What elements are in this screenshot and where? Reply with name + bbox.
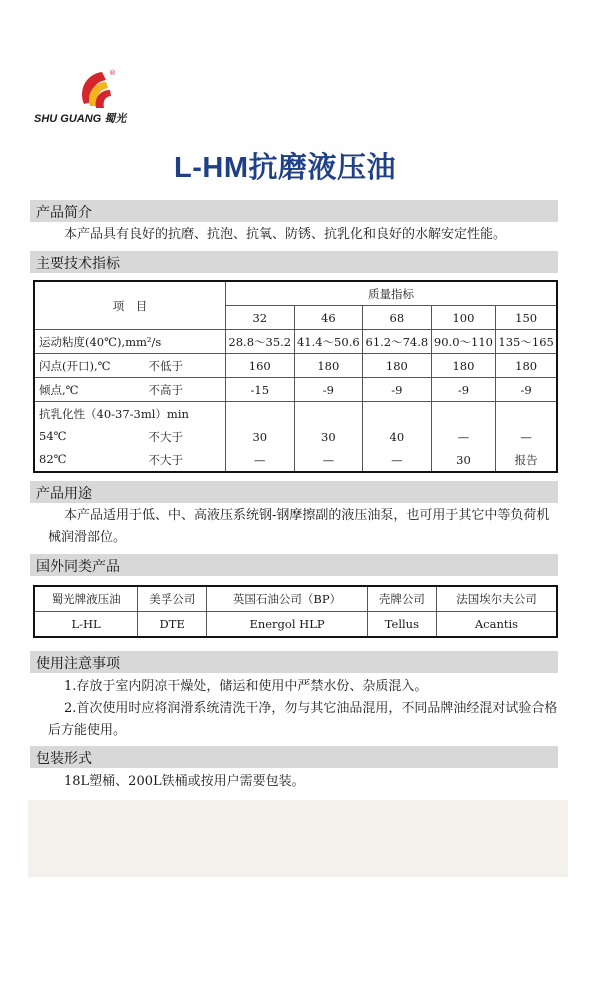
grade-header: 150: [496, 306, 557, 330]
table-cell: —: [363, 448, 432, 472]
table-cell: Acantis: [436, 612, 557, 638]
table-header-item: 项 目: [34, 281, 226, 330]
section-header-notes: [30, 651, 558, 673]
table-cell: 41.4～50.6: [294, 330, 363, 354]
grade-header: 100: [431, 306, 496, 330]
table-row: [34, 354, 557, 378]
table-cell: 40: [363, 425, 432, 448]
registered-mark: ®: [109, 69, 116, 77]
section-header-intro: [30, 200, 558, 222]
grade-header: 46: [294, 306, 363, 330]
section-title: 产品用途: [36, 486, 92, 502]
table-cell: —: [294, 448, 363, 472]
grade-header: 32: [226, 306, 295, 330]
table-cell: 30: [226, 425, 295, 448]
row-temp: 54℃: [39, 428, 67, 443]
brand-name: SHU GUANG 蜀光: [34, 113, 127, 125]
table-cell: —: [496, 425, 557, 448]
row-label: 闪点(开口),℃: [39, 358, 111, 373]
table-cell: DTE: [138, 612, 207, 638]
table-cell: 30: [431, 448, 496, 472]
section-header-packing: [30, 746, 558, 768]
table-row: [34, 402, 557, 426]
table-cell: 90.0～110: [431, 330, 496, 354]
table-cell: -9: [363, 378, 432, 402]
row-condition: 不高于: [148, 382, 183, 397]
table-cell: -15: [226, 378, 295, 402]
section-title: 包装形式: [36, 751, 92, 767]
row-label: 倾点,℃: [39, 382, 79, 397]
table-cell: —: [226, 448, 295, 472]
row-condition: 不低于: [148, 358, 183, 373]
note-item: 1.存放于室内阴凉干燥处，储运和使用中严禁水份、杂质混入。: [64, 679, 428, 694]
table-cell: Energol HLP: [207, 612, 368, 638]
shuguang-logo-icon: [76, 66, 116, 110]
table-header: 壳牌公司: [367, 586, 436, 612]
row-condition: 不大于: [148, 429, 183, 444]
table-header: 法国埃尔夫公司: [436, 586, 557, 612]
row-temp: 82℃: [39, 451, 67, 466]
table-cell: 报告: [496, 448, 557, 472]
section-header-foreign: [30, 554, 558, 576]
footer-panel: [28, 800, 568, 877]
packing-text: 18L塑桶、200L铁桶或按用户需要包装。: [64, 774, 305, 789]
table-cell: 61.2～74.8: [363, 330, 432, 354]
table-header: 英国石油公司（BP）: [207, 586, 368, 612]
brand-logo: [34, 66, 127, 128]
section-header-specs: [30, 251, 558, 273]
section-title: 国外同类产品: [36, 559, 120, 575]
section-title: 主要技术指标: [36, 256, 120, 272]
table-cell: 180: [431, 354, 496, 378]
section-header-usage: [30, 481, 558, 503]
section-title: 产品简介: [36, 205, 92, 221]
spec-table: [33, 280, 558, 473]
table-header: 蜀光牌液压油: [34, 586, 138, 612]
table-cell: 28.8～35.2: [226, 330, 295, 354]
page-title: L-HM抗磨液压油: [174, 152, 396, 184]
table-row: [34, 448, 557, 472]
foreign-products-table: [33, 585, 558, 638]
row-condition: 不大于: [148, 452, 183, 467]
usage-text: 本产品适用于低、中、高液压系统钢-钢摩擦副的液压油泵，也可用于其它中等负荷机械润滑部位。: [48, 508, 550, 545]
table-cell: -9: [294, 378, 363, 402]
table-cell: 180: [363, 354, 432, 378]
table-cell: 180: [496, 354, 557, 378]
table-row: [34, 425, 557, 448]
table-cell: 135～165: [496, 330, 557, 354]
table-header: 美孚公司: [138, 586, 207, 612]
grade-header: 68: [363, 306, 432, 330]
table-header-quality: 质量指标: [226, 281, 558, 306]
table-cell: 160: [226, 354, 295, 378]
intro-text: 本产品具有良好的抗磨、抗泡、抗氧、防锈、抗乳化和良好的水解安定性能。: [64, 227, 507, 242]
table-cell: L-HL: [34, 612, 138, 638]
row-label: 运动粘度(40℃),mm²/s: [34, 330, 226, 354]
table-cell: 180: [294, 354, 363, 378]
table-row: [34, 378, 557, 402]
note-item: 2.首次使用时应将润滑系统清洗干净，勿与其它油品混用，不同品牌油经混对试验合格后方能使用。: [48, 701, 558, 738]
table-cell: -9: [431, 378, 496, 402]
row-label: 抗乳化性（40-37-3ml）min: [34, 402, 226, 426]
table-cell: -9: [496, 378, 557, 402]
table-cell: 30: [294, 425, 363, 448]
table-row: [34, 330, 557, 354]
section-title: 使用注意事项: [36, 656, 120, 672]
table-cell: —: [431, 425, 496, 448]
table-cell: Tellus: [367, 612, 436, 638]
